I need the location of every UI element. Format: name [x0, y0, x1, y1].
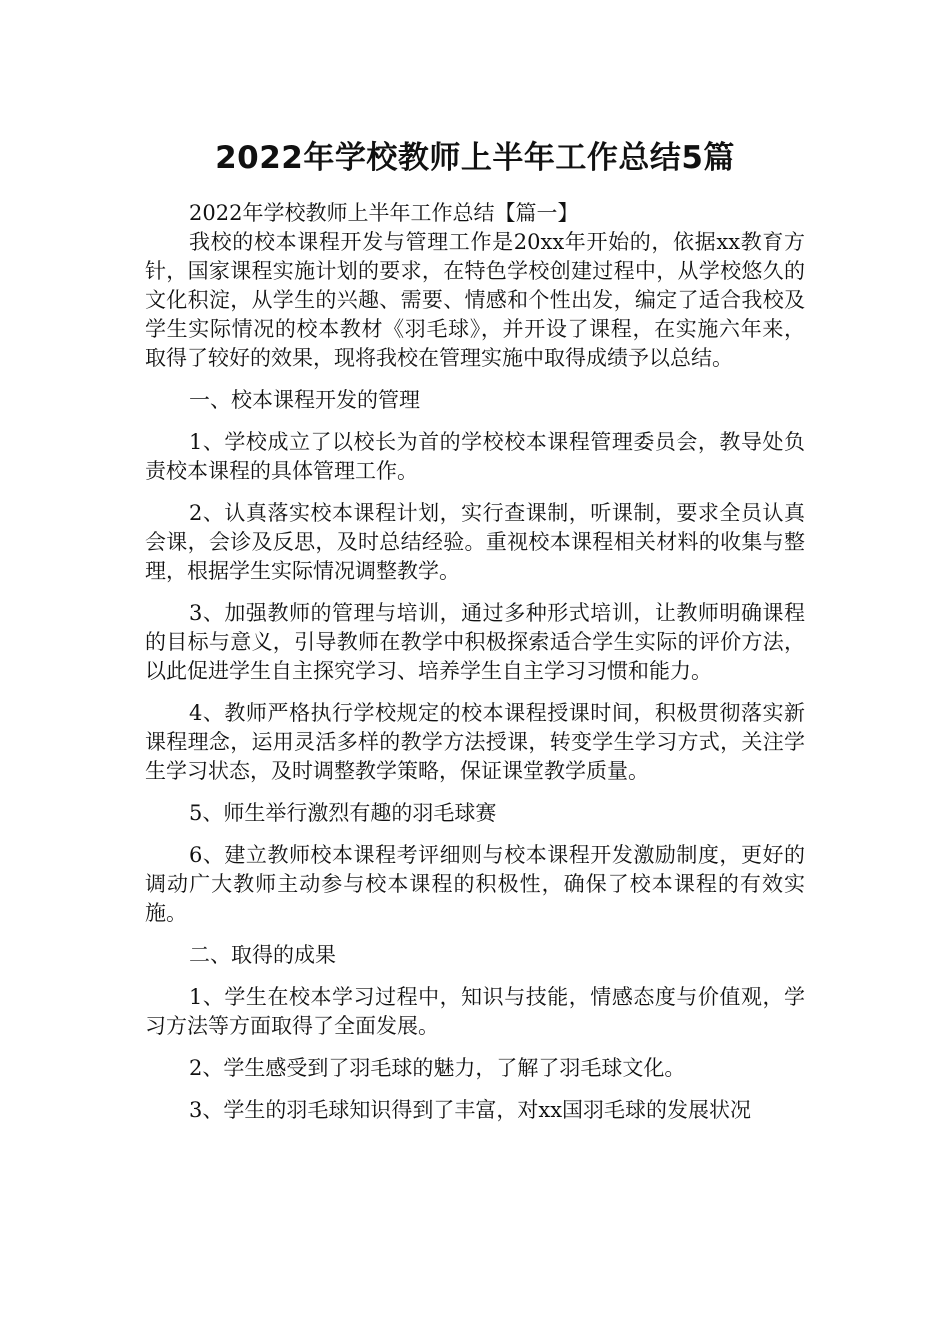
management-item-5: 5、师生举行激烈有趣的羽毛球赛	[189, 801, 497, 825]
section-heading-results: 二、取得的成果	[189, 943, 336, 967]
intro-paragraph: 我校的校本课程开发与管理工作是20xx年开始的，依据xx教育方针，国家课程实施计划的要求，在特色学校创建过程中，从学校悠久的文化积淀，从学生的兴趣、需要、情感和个性出发，编定了适合我校及学生实际情况的校本教材《羽毛球》，并开设了课程，在实施六年来，取得了较好的效果，现将我校在管理实施中取得成绩予以总结。	[145, 230, 805, 370]
management-item-1: 1、学校成立了以校长为首的学校校本课程管理委员会，教导处负责校本课程的具体管理工作。	[145, 430, 805, 483]
management-item-6: 6、建立教师校本课程考评细则与校本课程开发激励制度，更好的调动广大教师主动参与校本课程的积极性，确保了校本课程的有效实施。	[145, 843, 805, 925]
management-item-4: 4、教师严格执行学校规定的校本课程授课时间，积极贯彻落实新课程理念，运用灵活多样的教学方法授课，转变学生学习方式，关注学生学习状态，及时调整教学策略，保证课堂教学质量。	[145, 701, 805, 783]
management-item-3: 3、加强教师的管理与培训，通过多种形式培训，让教师明确课程的目标与意义，引导教师在教学中积极探索适合学生实际的评价方法，以此促进学生自主探究学习、培养学生自主学习习惯和能力。	[145, 601, 805, 683]
results-item-3: 3、学生的羽毛球知识得到了丰富，对xx国羽毛球的发展状况	[189, 1098, 752, 1122]
management-item-2: 2、认真落实校本课程计划，实行查课制，听课制，要求全员认真会课，会诊及反思，及时总结经验。重视校本课程相关材料的收集与整理，根据学生实际情况调整教学。	[145, 501, 805, 583]
document-body	[145, 199, 805, 1138]
section-heading-article-one: 2022年学校教师上半年工作总结【篇一】	[189, 201, 579, 225]
section-heading-management: 一、校本课程开发的管理	[189, 388, 420, 412]
document-title: 2022年学校教师上半年工作总结5篇	[215, 140, 735, 176]
results-item-2: 2、学生感受到了羽毛球的魅力，了解了羽毛球文化。	[189, 1056, 686, 1080]
results-item-1: 1、学生在校本学习过程中，知识与技能，情感态度与价值观，学习方法等方面取得了全面发展。	[145, 985, 805, 1038]
